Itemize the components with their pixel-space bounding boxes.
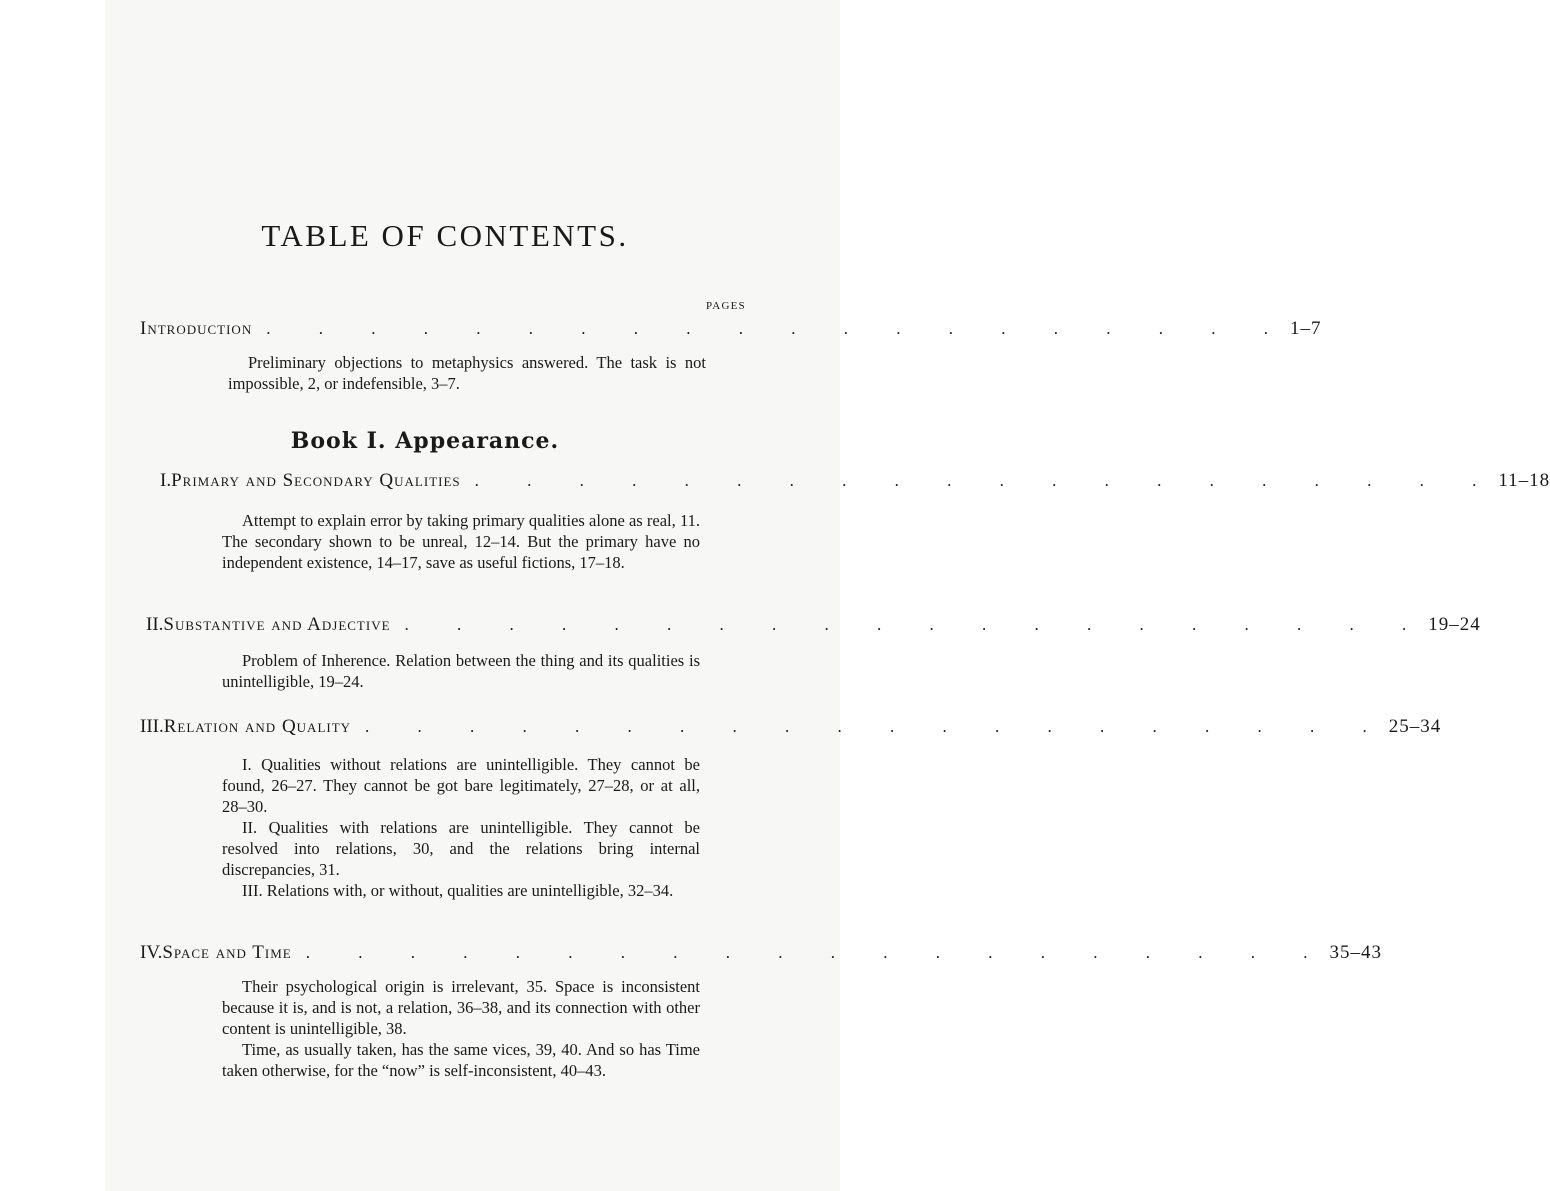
entry-numeral: II. xyxy=(146,614,164,635)
page-range: 35–43 xyxy=(1329,942,1382,963)
dot-leaders: . . . . . . . . . . . . . . . . . . . . xyxy=(305,943,1330,962)
summary-paragraph: III. Relations with, or without, qualities are unintelligible, 32–34. xyxy=(242,881,674,900)
toc-entry-chapter-4 xyxy=(140,942,1382,970)
dot-leaders: . . . . . . . . . . . . . . . . . . . . xyxy=(404,615,1429,634)
dot-leaders: . . . . . . . . . . . . . . . . . . . . xyxy=(365,717,1389,736)
page-range: 1–7 xyxy=(1289,318,1322,339)
entry-summary xyxy=(228,352,706,394)
toc-entry-chapter-2 xyxy=(140,614,1481,642)
page-range: 11–18 xyxy=(1498,470,1550,491)
dot-leaders: . . . . . . . . . . . . . . . . . . . . xyxy=(474,471,1499,490)
entry-title: Space and Time xyxy=(162,942,292,963)
entry-title: Substantive and Adjective xyxy=(163,614,391,635)
book-heading: Book I. Appearance. xyxy=(290,428,560,454)
toc-entry-chapter-1 xyxy=(140,470,1550,498)
dot-leaders: . . . . . . . . . . . . . . . . . . . . xyxy=(266,319,1290,338)
pages-column-label: PAGES xyxy=(706,300,746,312)
entry-numeral: I. xyxy=(160,470,172,491)
entry-numeral: III. xyxy=(140,716,164,737)
entry-title: Primary and Secondary Qualities xyxy=(171,470,461,491)
summary-paragraph: Preliminary objections to metaphysics answered. The task is not impossible, 2, or indefensible, 3–7. xyxy=(228,353,706,393)
summary-paragraph: Their psychological origin is irrelevant, 35. Space is inconsistent because it is, and is not, a relation, 36–38, and its connection with other content is unintelligible, 38. xyxy=(222,977,700,1038)
entry-title: Introduction xyxy=(140,318,253,339)
page-title: TABLE OF CONTENTS. xyxy=(261,218,629,253)
page-range: 25–34 xyxy=(1388,716,1442,737)
entry-summary xyxy=(222,976,700,1081)
entry-summary xyxy=(222,754,700,901)
summary-paragraph: II. Qualities with relations are unintelligible. They cannot be resolved into relations, 30, and the relations bring internal discrepancies, 31. xyxy=(222,818,700,879)
toc-entry-chapter-3 xyxy=(140,716,1442,744)
entry-numeral: IV. xyxy=(140,942,163,963)
toc-entry-introduction xyxy=(140,318,1322,346)
page-range: 19–24 xyxy=(1428,614,1481,635)
entry-summary xyxy=(222,650,700,692)
summary-paragraph: I. Qualities without relations are unintelligible. They cannot be found, 26–27. They cannot be got bare legitimately, 27–28, or at all, 28–30. xyxy=(222,755,700,816)
entry-summary xyxy=(222,510,700,573)
entry-title: Relation and Quality xyxy=(163,716,352,737)
summary-paragraph: Time, as usually taken, has the same vices, 39, 40. And so has Time taken otherwise, for the “now” is self-inconsistent, 40–43. xyxy=(222,1040,700,1080)
summary-paragraph: Attempt to explain error by taking primary qualities alone as real, 11. The secondary shown to be unreal, 12–14. But the primary have no independent existence, 14–17, save as useful fictions, 17–18. xyxy=(222,511,700,572)
summary-paragraph: Problem of Inherence. Relation between the thing and its qualities is unintelligible, 19–24. xyxy=(222,651,700,691)
